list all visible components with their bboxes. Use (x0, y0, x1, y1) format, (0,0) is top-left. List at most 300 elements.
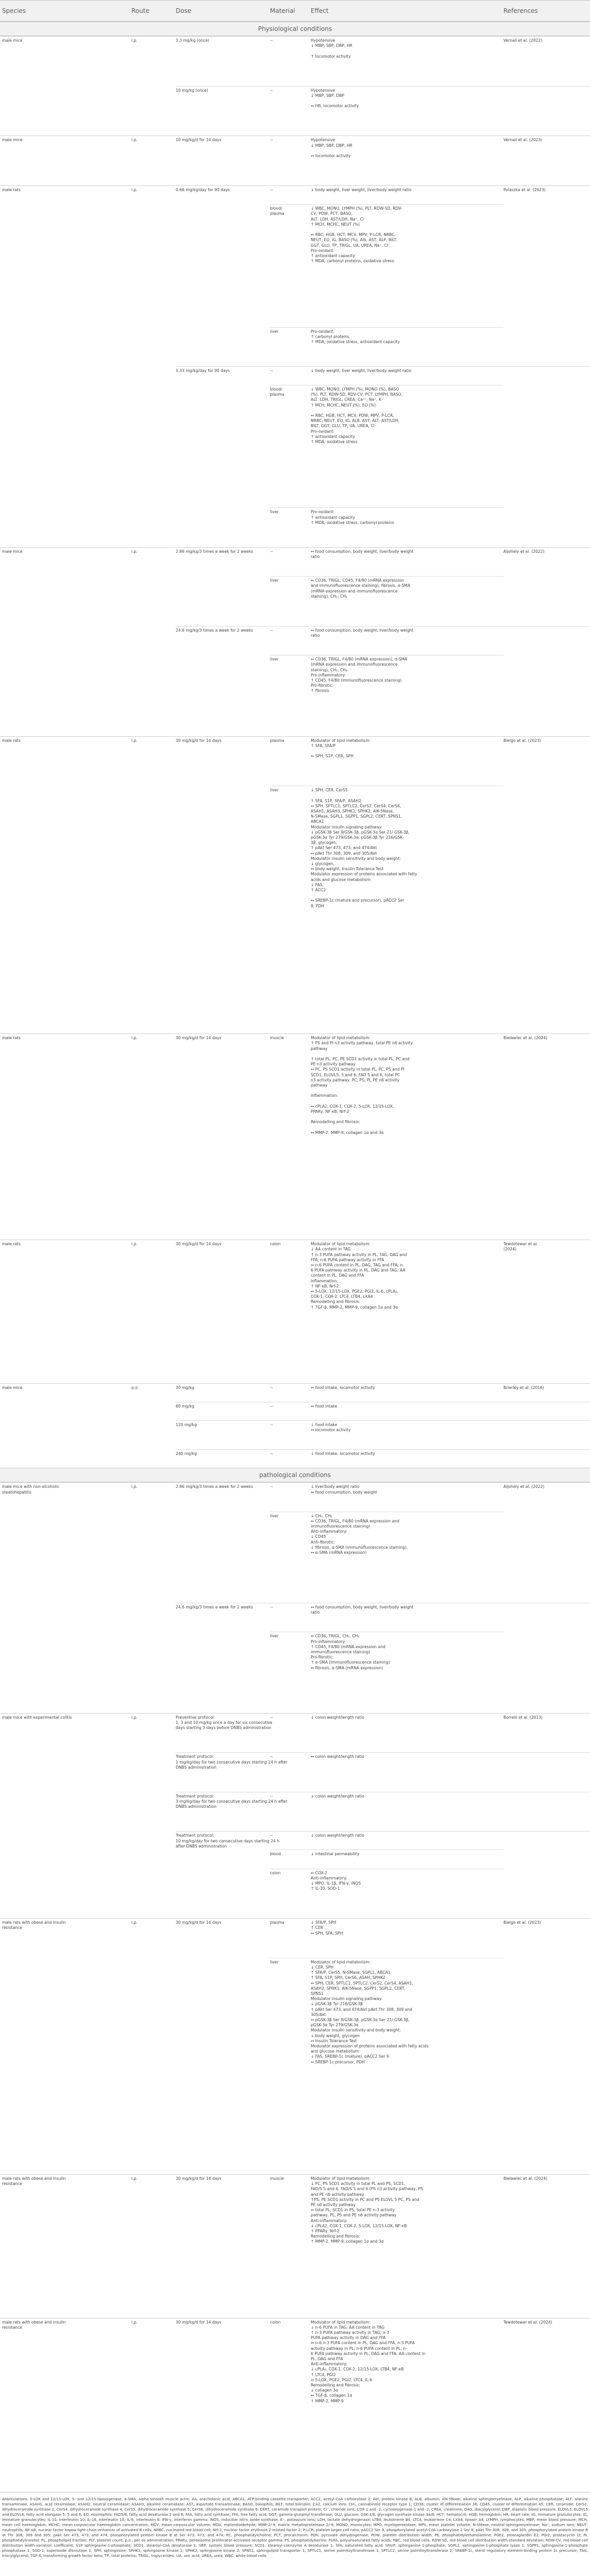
column-header: Dose (176, 7, 192, 14)
effect-line: ↔ n-6 PUFA content in PL, DAG, TAG and FFA; n- (311, 1262, 404, 1267)
effect-line: Modulator expression of proteins associated with fatty acids (311, 2043, 429, 2048)
effect-line: n3 activity pathway, PC, PS, PI, PE n6 activity (311, 1077, 400, 1082)
material-cell: liver (270, 657, 279, 662)
effect-line: Modulator insulin sensitivity and body weight: (311, 2028, 401, 2033)
dose-cell: 1.33 mg/kg/day for 90 days (176, 368, 230, 373)
effect-line: ↔ α-SMA (mRNA expression) (311, 1550, 367, 1555)
material-cell: liver (270, 1513, 279, 1518)
effect-line: ↔ COX-2 (311, 1870, 327, 1875)
effect-line: ↔ pAkt Thr 308, 309, and 305/Akt (311, 851, 377, 856)
material-cell: -- (270, 549, 273, 554)
effect-line: ↓ body weight, liver weight, liver/body weight ratio (311, 368, 412, 373)
effect-line: ↔ SPH, S1P, CER, SPH (311, 754, 354, 759)
reference-cell: Polaszka et al. (2023) (503, 188, 546, 193)
material-cell: -- (270, 188, 273, 193)
effect-line: FFA; n-6 PUFA pathway activity in FFA (311, 1257, 384, 1262)
effect-line: ↑ CD45, F4/80 (mRNA expression and (311, 1644, 385, 1649)
effect-line: ↔ MMP-2, MMP-9, collagen 1α and 3α (311, 1130, 384, 1135)
material-cell: -- (270, 1833, 273, 1838)
effect-line: ↓ MBP, SBP, DBP, HR (311, 43, 352, 48)
reference-cell: Vernail et al. (2023) (503, 138, 543, 143)
species-cell: male rats with obese and insulin resistance (2, 2176, 66, 2187)
dose-cell: Treatment protocol: 1 mg/kg/day for two consecutive days starting 24 h after DNBS administration (176, 1754, 288, 1770)
effect-line: ↑ antioxidant capacity (311, 434, 356, 439)
effect-line: ↓ MBP, SBP, DBP, HR (311, 143, 352, 148)
effect-line: Remodelling and fibrosis: (311, 2234, 361, 2239)
table-row (0, 1918, 590, 2175)
material-cell: muscle (270, 2176, 284, 2181)
material-cell: -- (270, 1754, 273, 1759)
route-cell: i.p. (131, 2176, 138, 2181)
dose-cell: 0.66 mg/kg/day for 90 days (176, 188, 230, 193)
species-cell: male mice (2, 138, 23, 143)
dose-cell: 2.86 mg/kg/3 times a week for 2 weeks (176, 549, 254, 554)
material-cell: colon (270, 1870, 281, 1875)
effect-line: Modulator of lipid metabolism: (311, 1036, 371, 1041)
effect-line: 6 PUFA pathway activity in PL, DAG and FFA; AA content in (311, 2351, 426, 2356)
effect-line: ↔ total PL, SCD1 in PS, total PE n-3 activity (311, 2208, 395, 2213)
effect-line: Modulator insulin signaling pathway: (311, 1996, 383, 2002)
effect-line: acids and glucose metabolism: (311, 877, 372, 882)
reference-cell: Aljohely et al. (2022) (503, 1484, 545, 1489)
effect-line: ↔ HR, locomotor activity (311, 104, 359, 109)
effect-line: Modulator of lipid metabolism: (311, 1242, 371, 1247)
effect-line: ↑ MDA, oxidative stress (311, 439, 358, 445)
effect-line: ↔ SPH, SPTLC1, SPTLC2, CerS2, CerS4, CerS6, (311, 803, 401, 808)
species-cell: male mice (2, 38, 23, 43)
effect-line: Hypotensive (311, 38, 335, 43)
effect-line: Pro-inflammatory: (311, 1639, 346, 1644)
effect-line: staining), CH₁, CH₂ (311, 667, 347, 672)
dose-cell: 24.6 mg/kg/3 times a week for 2 weeks (176, 628, 254, 633)
material-cell: muscle (270, 1036, 284, 1041)
reference-cell: Brierley et al. (2016) (503, 1385, 544, 1390)
material-cell: -- (270, 38, 273, 43)
reference-cell: Tewdotewar et al. (2024) (503, 2319, 552, 2325)
effect-line: ↓ MPO, IL-1β, IFN-γ, iNOS (311, 1880, 361, 1886)
effect-line: ↑ n-3 PUFA pathway activity in PL, TAG, DAG and (311, 1252, 407, 1257)
effect-line: Modulator of lipid metabolism: (311, 738, 371, 743)
material-cell: -- (270, 1403, 273, 1409)
effect-line: ↓ body weight, glycogen (311, 2033, 360, 2038)
effect-line: Pro-fibrotic: (311, 683, 333, 688)
effect-line: ↓ FAS, SREBP-1c (mature), pACC2 Ser 9 (311, 2054, 389, 2059)
effect-line: Hypotensive (311, 138, 335, 143)
effect-line: NEUT, EO, IG, BASO (%), Alb, AST, ALP, BILT, (311, 238, 398, 243)
effect-line: FAD/S 5 and 6, FAD/S 5 and 6 (PS n3 activity pathway, PS (311, 2187, 423, 2192)
material-cell: blood/ plasma (270, 387, 284, 397)
reference-cell: Bielgo et al. (2023) (503, 738, 541, 743)
effect-line: ratio (311, 1610, 320, 1615)
route-cell: i.p. (131, 549, 138, 554)
effect-line: GGT, GLU, TP, TRIGL, UA, UREA, Na⁺, Cl⁻ (311, 243, 391, 248)
dose-cell: 30 mg/kg/d for 14 days (176, 1920, 222, 1925)
effect-line: ↔ 5-LOX, 12/15-LOX, PGE2, PGI2, IL-6, cPLA₂, (311, 1289, 398, 1294)
effect-line: ↑ SFA/P, CerS5, N-SMase, SGPL1, ABCA1 (311, 1970, 391, 1975)
dose-cell: 2.86 mg/kg/3 times a week for 2 weeks (176, 1484, 254, 1489)
effect-line: Anti-inflammatory: (311, 1875, 347, 1880)
material-cell: plasma (270, 738, 284, 743)
effect-line: Remodelling and fibrosis: (311, 1120, 361, 1125)
route-cell: i.p. (131, 1484, 138, 1489)
effect-line: COX-1, COX-2, LTC4, LTB4, LXA4 (311, 1294, 373, 1299)
dose-divider (176, 86, 590, 87)
route-cell: i.p. (131, 1036, 138, 1041)
table-header (0, 0, 590, 22)
material-cell: liver (270, 788, 279, 793)
dose-cell: 30 mg/kg (176, 1385, 195, 1390)
route-cell: i.p. (131, 1242, 138, 1247)
effect-line: ↓ SFA/P, SPH (311, 1920, 336, 1925)
effect-line: Pro-fibrotic: (311, 1655, 333, 1660)
effect-line: and immunofluorescence staining), fibrosis, α-SMA (311, 583, 411, 588)
effect-line: ↓ CER, SPH (311, 1964, 334, 1970)
effect-line: Remodelling and fibrosis: (311, 1299, 361, 1304)
effect-line: 3β, glycogen, (311, 840, 338, 845)
effect-line: ↑ TGF-β, MMP-2, MMP-9, collagen 1α and 3α (311, 1304, 398, 1310)
effect-line: content in PL, DAG and FFA (311, 1273, 364, 1278)
material-cell: -- (270, 88, 273, 93)
dose-cell: 30 mg/kg/d for 14 days (176, 2176, 222, 2181)
effect-line: ↔ fibrosis, α-SMA (mRNA expression) (311, 1665, 383, 1670)
effect-line: ↓ liver/body weight ratio (311, 1484, 360, 1489)
species-cell: male mice (2, 549, 23, 554)
effect-line: ↑ PS and PI n3 activity pathway, total PE n6 activity (311, 1041, 413, 1046)
effect-line: ↔ pGSK-3β Ser 9/GSK-3β, pGSK-3α Ser 21/ GSK-3β, (311, 2017, 410, 2022)
effect-line: ↔ SPH, CER, SPTLC1, SPTLC2, CerS2, CerS4, ASAH1, (311, 1980, 413, 1986)
effect-line: ↓ cPLA₂, COX-1, COX-2, 12/15-LOX, LTB4, NF-κB (311, 2367, 404, 2372)
species-cell: male mice with non-alcoholic steatohepatitis (2, 1484, 59, 1495)
effect-line: ALT, LDH, AST/LDH, Na⁺, Cl⁻ (311, 216, 366, 222)
effect-line: Anti-fibrotic: (311, 1539, 335, 1545)
effect-line: ↑ fibrosis (311, 688, 330, 693)
effect-line: ↓ colon weight/length ratio (311, 1833, 364, 1838)
material-divider (270, 507, 503, 508)
material-cell: liver (270, 1959, 279, 1964)
effect-line: ↑ MCH, MCHC, NEUT (%) (311, 222, 360, 227)
effect-line: ↔ Insulin Tolerance Test (311, 2038, 357, 2043)
species-cell: male rats (2, 738, 21, 743)
effect-line: ↓ FAS, (311, 882, 324, 887)
material-cell: -- (270, 1484, 273, 1489)
effect-line: ↔ TGF-β, collagen 1α (311, 2393, 352, 2398)
effect-line: ↔ food consumption, body weight, liver/body weight (311, 628, 414, 633)
effect-line: ↔ RBC, HGB, HCT, MCV, PDW, MPV, P-LCR, (311, 413, 394, 418)
material-cell: -- (270, 1793, 273, 1799)
effect-line: ratio (311, 554, 320, 560)
effect-line: ↓ MBP, SBP, DBP (311, 93, 345, 98)
effect-line: and PE n6 activity pathway (311, 2192, 364, 2197)
material-cell: liver (270, 1634, 279, 1639)
effect-line: ABCA1 (311, 819, 324, 824)
effect-line: ↓ PC, PS SCD1 activity in total PL and PS, SCD1, (311, 2181, 406, 2187)
effect-line: pathway, PL, PS and PE n6 activity pathway (311, 2213, 397, 2218)
effect-line: 6 PUFA pathway activity in PL, DAG and TAG; AA (311, 1268, 406, 1273)
route-cell: i.p. (131, 1715, 138, 1720)
material-cell: -- (270, 628, 273, 633)
effect-line: staining), CH₁, CH₂ (311, 594, 347, 599)
section-title: Physiological conditions (0, 22, 590, 36)
effect-line: ASAH2, SPHK1, AlK-5Nase, SGPP1, SGPL2, CERT, (311, 1986, 406, 1991)
abbreviations-footnote: Abbreviations: 5-LOX and 12/15-LOX, 5- and 12/15-lipoxygenase; α-SMA, alpha smooth muscle actin; AA, arachidonic acid; ABCA1, ATP-binding cassette transporter; ACC2, acetyl-CoA carboxylase 2; Akt, protein kinase B; ALB, albumin; AlK-5Nase, alkaline sphingomyelinase; ALP, alkaline phosphatase; ALT, alanine transaminase; ASAH1, acid ceramidase; ASAH2, neutral ceramidase; ASAH3, alkaline ceramidase; AST, aspartate transaminase; BASO, basophils; BILT, total bilirubin; CA2, calcium ions; CH₁, cannabinoid receptor type 1; CD36, cluster of differentiation 36; CD45, cluster of differentiation 45; CER, ceramide; CerS2, dihydroceramide synthase 2; CerS4, dihydroceramide synthase 4; CerS5, dihydroceramide synthase 5; CerS6, dihydroceramide synthase 6; CERT, ceramide transport protein; Cl⁻, chloride ions; COX-1 and -2, cyclooxygenase-1 and -2; CREA, creatinine; DAG, diacylglycerol; DBP, diastolic blood pressure; ELOVL5, ELOVL5 and ELOVL6, fatty acid elongase 5, 5 and 6; EO, eosinophils; FAD5/6, fatty acid desaturase 5 and 6; FAS, fatty acid synthase; FFA, free fatty acid; GGT, gamma-glutamyl transferase; GLU, glucose; GSK-3/ß, glycogen synthase kinase 3α/ß; HCT, hematocrit; HGB, hemoglobin; HR, heart rate; IG, immature granulocytes; IG, immature granulocytes; IL-10, interleukin 10; IL-1ß, interleukin 1ß; IL-6, interleukin 6; IFN-γ, interferon gamma; iNOS, inducible nitric oxide synthase; K⁺, potassium ions; LDH, lactate dehydrogenase; LTB4, leukotriene B4; LTC4, leukotriene C4; LXA4, lipoxin A4; LYMPH, lymphocytes; MBP, mean blood pressure; MCH, mean cell haemoglobin; MCHC, mean corpuscular haemoglobin concentration; MCV, mean corpuscular volume; MDA, malondialdehyde; MMP-2/-9, matrix metalloproteinase 2/-9; MONO, monocytes; MPO, myeloperoxidase; MPV, mean platelet volume; N-SMase, neutral sphingomyelinase; Na⁺, sodium ions; NEUT, neutrophils; NF-κB, nuclear factor kappa-light-chain-enhancer of activated B cells; NRBC, nucleated red blood cell; Nrf-2, nuclear factor erythroid 2-related factor 2; P-LCR, platelet larger cell ratio; pACC2 Ser 9, phosphorylated acetyl-CoA carboxylase 2 Ser 9; pAkt Thr 308, 309, and 305; phosphorylated protein kinase B at Thr 308, 309 and 305; pAkt Ser 473, 473, and 474, phosphorylated protein kinase B at Ser 473, 473, and 474; PC, phosphatidylcholine; PCT, procalcitonin; PDH, pyruvate dehydrogenase; PDW, platelet distribution width; PE, phosphatidylethanolamine; PGE2, prostaglandin E2; PGI2, prostacyclin I2; PI, phosphatidylinositol; PL, phospholipid fraction; PLT, platelet count; p.o., per os administration; PPARγ, peroxisome proliferator-activated receptor gamma; PS, phosphatidylserine; PUFA, polyunsaturated fatty acids; RBC, red blood cells; RDW-SD, red blood cell distribution width-standard deviation; RDW-CV, red blood cell distribution width-variation coefficient; S1P sphingosine-1-phosphate; SCD1, stearoyl-CoA desaturase 1; SBP, systolic blood pressure; SCD1, stearoyl-coenzyme A desaturase 1; SFA, saturated fatty acid; SFA/P, sphinganine-1-phosphate; SGPL1, sphingosine-1-phosphate lyase 1; SGPP1, sphingosine-1-phosphate phosphatase 1; SOD-1, superoxide dismutase 1; SPH, sphingosine; SPHK1, sphingosine kinase 1; SPHK2, sphingosine kinase 2; SPNS1, sphingolipid transporter 1; SPTLC1, serine palmitoyltransferase 1; SPTLC2, serine palmitoyltransferase 2; SREBP-1c, sterol regulatory element-binding protein 1c precursor; TAG, triacylglycerol; TGF-ß, transforming growth factor beta; TP, total proteins; TRIGL, triglycerides; UA, uric acid; UREA, urea; WBC, white blood cells. (2, 2497, 588, 2558)
effect-line: (mRNA expression and immunofluorescence (311, 588, 398, 594)
effect-line: SCD1, ELOVL5, 5 and 6, FAD 5 and 6, total PC (311, 1072, 400, 1077)
material-divider (270, 576, 503, 577)
effect-line: Modulator of lipid metabolism: (311, 2319, 371, 2325)
table-row (0, 2174, 590, 2318)
effect-line: 305/Akt (311, 2012, 326, 2017)
effect-line: ↔ body weight, Insulin Tolerance Test (311, 867, 384, 872)
dose-divider (176, 366, 590, 367)
effect-line: ↑PS, PE SCD1 activity in PC and PS ELOVL 5 PC, PS and (311, 2197, 419, 2202)
effect-line: CV, PDW, PCT, BASO, (311, 211, 353, 216)
effect-line: PE n6 activity pathway (311, 2202, 356, 2207)
effect-line: 9, PDH (311, 903, 324, 908)
effect-line: (%), PLT, RDW-SD, RDV-CV, PCT, LYMPH, BASO, (311, 392, 403, 397)
column-header: Material (270, 7, 295, 14)
column-header: Route (131, 7, 149, 14)
effect-line: ALT, LDH, TRIGL, CREA, Ca²⁺, Na⁺, K⁺ (311, 397, 383, 402)
effect-line: ↑ antioxidant capacity (311, 253, 356, 259)
effect-line: pathway (311, 1046, 328, 1051)
table-row (0, 2318, 590, 2493)
dose-divider (176, 1752, 590, 1753)
effect-line: Hypotensive (311, 88, 335, 93)
effect-line: ↑ MDA, oxidative stress, antioxidant capacity (311, 339, 400, 344)
effect-line: ↔ n-6 n-3 PUFA content in PL, DAG and FFA, n-3 PUFA (311, 2341, 415, 2346)
effect-line: Modulator insulin sensitivity and body weight: (311, 856, 401, 861)
effect-line: Remodelling and fibrosis: (311, 2383, 361, 2388)
route-cell: i.p. (131, 188, 138, 193)
effect-line: ↔ food consumption, body weight, liver/body weight (311, 1605, 414, 1610)
route-cell: i.p. (131, 138, 138, 143)
effect-line: (mRNA expression and immunofluorescence (311, 662, 398, 667)
effect-line: BILT, GGT, GLU, TP, UA, UREA, Cl⁻ (311, 423, 377, 429)
reference-cell: Bielgo et al. (2023) (503, 1920, 541, 1925)
effect-line: ↔ SPH, SFA, SPH (311, 1930, 343, 1936)
dose-divider (176, 1831, 590, 1832)
reference-cell: Borrelli et al. (2013) (503, 1715, 543, 1720)
effect-line: Modulator expression of proteins associated with fatty (311, 872, 417, 877)
effect-line: ↑ carbonyl proteins (311, 334, 349, 339)
species-cell: male rats with obese and insulin resistance (2, 1920, 66, 1930)
dose-cell: 10 mg/kg (once) (176, 88, 208, 93)
effect-line: ↓ AA content in TAG (311, 1247, 351, 1252)
effect-line: ↓ n-6 PUFA in TAG; AA content in TAG (311, 2325, 385, 2330)
dose-cell: 24.6 mg/kg/3 times a week for 2 weeks (176, 1605, 254, 1610)
species-cell: male rats (2, 1242, 21, 1247)
dose-cell: 30 mg/kg/d for 14 days (176, 738, 222, 743)
dose-cell: 60 mg/kg (176, 1403, 195, 1409)
effect-line: ↓ CH₁, CH₂ (311, 1513, 332, 1518)
column-header: Effect (311, 7, 329, 14)
effect-line: ↔ food consumption, body weight (311, 1489, 377, 1495)
effect-line: immunofluorescence staining) (311, 1650, 370, 1655)
effect-line: Pro-oxidant: (311, 248, 334, 253)
effect-line: ↓ WBC, MONO, LYMPH (%), MONO (%), BASO (311, 387, 399, 392)
effect-line: Modulator of lipid metabolism: (311, 1959, 371, 1964)
dose-cell: 30 mg/kg/d for 14 days (176, 1242, 222, 1247)
material-cell: plasma (270, 1920, 284, 1925)
dose-cell: 10 mg/kg/d for 14 days (176, 138, 222, 143)
table-row (0, 1240, 590, 1384)
effect-line: ↓ pGSK-3β Tyr 216/GSK-3β (311, 2002, 363, 2007)
dose-cell: Treatment protocol: 10 mg/kg/day for two consecutive days starting 24 h after DNBS administration (176, 1833, 280, 1849)
effect-line: ↔ colon weight/length ratio (311, 1754, 364, 1759)
effect-line: pGSK-3α Tyr 279/GSK-3α (311, 2023, 359, 2028)
dose-cell: 30 mg/kg/d for 14 days (176, 1036, 222, 1041)
effect-line: ↔ RBC, HGB, HCT, MCV, MPV, P-LCR, NRBC, (311, 232, 396, 238)
effect-line: Pro-oxidant: (311, 429, 334, 434)
effect-line: ↓ pGSK-3β Ser 9/GSK-3β, pGSK-3α Ser 21/ GSK-3β, (311, 829, 410, 835)
effect-line: ↓ cPLA2, COX-1, COX-2, 5-LOX, 12/15-LOX, NF-κB (311, 2223, 407, 2228)
effect-line: ↑ pAkt Ser 473, and 474/Akt pAkt Thr 308, 309 and (311, 2007, 412, 2012)
dose-cell: 3.3 mg/kg (once) (176, 38, 210, 43)
dose-cell: Preventive protocol: 1, 3 and 10 mg/kg once a day for six consecutive days starting 3 days before DNBS administration (176, 1715, 273, 1731)
effect-line: ↑ α-SMA (immunofluorescence staining) (311, 1660, 390, 1665)
species-cell: male mice (2, 1385, 23, 1390)
effect-line: PPARγ, NF-κB, Nrf-2 (311, 1109, 349, 1114)
effect-line: ↑ IL-10, SOD-1 (311, 1886, 340, 1891)
effect-line: ↑ n-3 PUFA pathway activity in TAG; n-3 (311, 2330, 390, 2335)
effect-line: ↑ SFA, S1P, SFA/P, ASAH2 (311, 798, 361, 803)
effect-line: N-SMase, SGPL1, SGPP1, SGPL2, CERT, SPNS1, (311, 814, 402, 819)
route-cell: p.o. (131, 1385, 139, 1390)
effect-line: ↑ LTC4, PGI2 (311, 2372, 336, 2377)
species-cell: male rats (2, 1036, 21, 1041)
effect-line: ↑ locomotor activity (311, 54, 351, 59)
effect-line: Pro-oxidant: (311, 510, 334, 515)
effect-line: ↓ intestinal permeability (311, 1852, 360, 1857)
effect-line: Modulator insulin signaling pathway: (311, 824, 383, 829)
material-cell: blood (270, 1852, 281, 1857)
effect-line: ↑ total PL, PC, PE SCD1 activity in total PL, PC and (311, 1056, 410, 1061)
material-cell: -- (270, 1715, 273, 1720)
effect-line: PE n3 activity pathway (311, 1062, 356, 1067)
material-cell: colon (270, 1242, 281, 1247)
effect-line: Pro-inflammatory: (311, 672, 346, 677)
effect-line: ↑ MDA, oxidative stress, carbonyl proteins (311, 520, 394, 525)
effect-line: Anti-inflammatory: (311, 2362, 347, 2367)
effect-line: ↓ body weight, liver weight, liver/body weight ratio (311, 188, 412, 193)
effect-line: ↓ food intake (311, 1422, 338, 1427)
effect-line: Pro-oxidant: (311, 329, 334, 334)
table-bottom-rule (0, 2492, 590, 2493)
effect-line: pathway (311, 1082, 328, 1088)
effect-line: ↓ food intake, locomotor activity (311, 1451, 375, 1456)
section-title: pathological conditions (0, 1468, 590, 1482)
reference-cell: Aljohely et al. (2022) (503, 549, 545, 554)
effect-line: ↓ CD45 (311, 1534, 326, 1539)
effect-line: SPNS1 (311, 1991, 324, 1996)
effect-line: ↑ MCH, MCHC, NEUT (%), EO (%) (311, 402, 376, 408)
effect-line: ↑ NF-κB, Nrf-2 (311, 1283, 339, 1289)
effect-line: ↔ food consumption, body weight, liver/body weight (311, 549, 414, 554)
effect-line: ↔ cPLA2, COX-1, COX-2, 5-LOX, 12/15-LOX, (311, 1104, 394, 1109)
material-cell: -- (270, 1385, 273, 1390)
material-cell: liver (270, 510, 279, 515)
table-row (0, 1713, 590, 1919)
effect-line: ↓ WBC, MONO, LYMPH (%), PLT, RDW-SD, RDV- (311, 206, 402, 211)
table-row (0, 1033, 590, 1240)
species-cell: male mice with experimental colitis (2, 1715, 72, 1720)
column-header: References (503, 7, 538, 14)
material-divider (270, 204, 503, 205)
effect-line: ↔ CD36, TRIGL, CH₁, CH₂ (311, 1634, 360, 1639)
species-cell: male rats with obese and insulin resistance (2, 2319, 66, 2330)
route-cell: i.p. (131, 2319, 138, 2325)
reference-cell: Tewdotewar et al. (2024) (503, 1242, 538, 1252)
material-divider (270, 327, 503, 328)
effect-line: NRBC, NEUT, EO, IG, ALB, AST, ALT, AST/LDH, (311, 418, 400, 423)
material-cell: liver (270, 329, 279, 334)
effect-line: ↓ collagen 3α (311, 2388, 339, 2393)
dose-cell: Treatment protocol: 3 mg/kg/day for two consecutive days starting 24 h after DNBS administration (176, 1793, 288, 1809)
effect-line: ↑ MDA, carbonyl proteins, oxidative stress (311, 259, 394, 264)
effect-line: Inflammation: (311, 1278, 339, 1283)
effect-line: ↔ CD36, TRIGL, F4/80 (mRNA expression), α-SMA (311, 657, 408, 662)
material-cell: colon (270, 2319, 281, 2325)
effect-line: pGSK-3α Tyr 279/GSK-3α, pGSK-3β Tyr 216/GSK- (311, 835, 404, 840)
dose-cell: 120 mg/kg (176, 1422, 197, 1427)
effect-line: ↑ SFA, SFA/P (311, 743, 336, 748)
effect-line: ↓ glycogen, (311, 861, 334, 867)
table-row (0, 1482, 590, 1714)
effect-line: Inflammation: (311, 1093, 339, 1098)
material-cell: -- (270, 1451, 273, 1456)
effect-line: ratio (311, 633, 320, 638)
effect-line: ↑ SFA, S1P, SPH, CerS6, ASAH, SPHK2 (311, 1975, 385, 1980)
effect-line: Modulator of lipid metabolism: (311, 2176, 371, 2181)
effect-line: ↓ fibrosis, α-SMA (immunofluorescence staining), (311, 1545, 408, 1550)
column-header: Species (2, 7, 26, 14)
effect-line: ↔ food intake (311, 1403, 338, 1409)
effect-line: ↔ SREBP-1c (mature and precursor), pACC2 Ser (311, 898, 404, 903)
material-cell: -- (270, 138, 273, 143)
effect-line: ↑ CER (311, 1925, 324, 1930)
reference-cell: Bielawiec et al. (2024) (503, 2176, 548, 2181)
effect-line: ↑ pAkt Ser 473, 473, and 474/Akt (311, 845, 377, 851)
dose-cell: 240 mg/kg (176, 1451, 197, 1456)
effect-line: ↔ PC, PS SCD1 activity in total PL, PC, PS and PI (311, 1067, 404, 1072)
effect-line: ASAH1, ASAH3, SPHK1, SPHK2, AlK-5Nase, (311, 809, 394, 814)
effect-line: PL, DAG and FFA (311, 2357, 343, 2362)
effect-line: ↑ CD45, F4/80 (immunofluorescence staining) (311, 677, 402, 683)
effect-line: Anti-inflammatory: (311, 1529, 347, 1534)
effect-line: ↑ PPARγ, Nrf-2 (311, 2228, 340, 2233)
effect-line: ↔ 5-LOX, PGE2, PGI2, LTC4, IL-6 (311, 2377, 373, 2382)
material-cell: blood/ plasma (270, 206, 284, 216)
effect-line: ↔ CD36, TRIGL, CD45, F4/80 (mRNA expression (311, 578, 404, 583)
effect-line: Anti-inflammatory: (311, 2218, 347, 2223)
material-cell: liver (270, 578, 279, 583)
effect-line: ↔ CD36, TRIGL, F4/80 (mRNA expression and (311, 1518, 399, 1523)
dose-divider (176, 1420, 590, 1421)
effect-line: ↓ colon weight/length ratio (311, 1715, 364, 1720)
dose-divider (176, 1449, 590, 1450)
effect-line: ↔ locomotor activity (311, 154, 351, 159)
effect-line: and glucose metabolism: (311, 2049, 360, 2054)
effect-line: ↑ MMP-2, MMP-9, collagen 1α and 3α (311, 2239, 384, 2244)
effect-line: ↓ SPH, CER, CerS5 (311, 788, 348, 793)
effect-line: PUFA pathway activity in DAG and FFA (311, 2335, 386, 2341)
dose-cell: 30 mg/kg/d for 14 days (176, 2319, 222, 2325)
route-cell: i.p. (131, 38, 138, 43)
effect-line: ↓ colon weight/length ratio (311, 1793, 364, 1799)
material-cell: -- (270, 1605, 273, 1610)
reference-cell: Bielawiec et al. (2024) (503, 1036, 548, 1041)
table-row (0, 1383, 590, 1469)
